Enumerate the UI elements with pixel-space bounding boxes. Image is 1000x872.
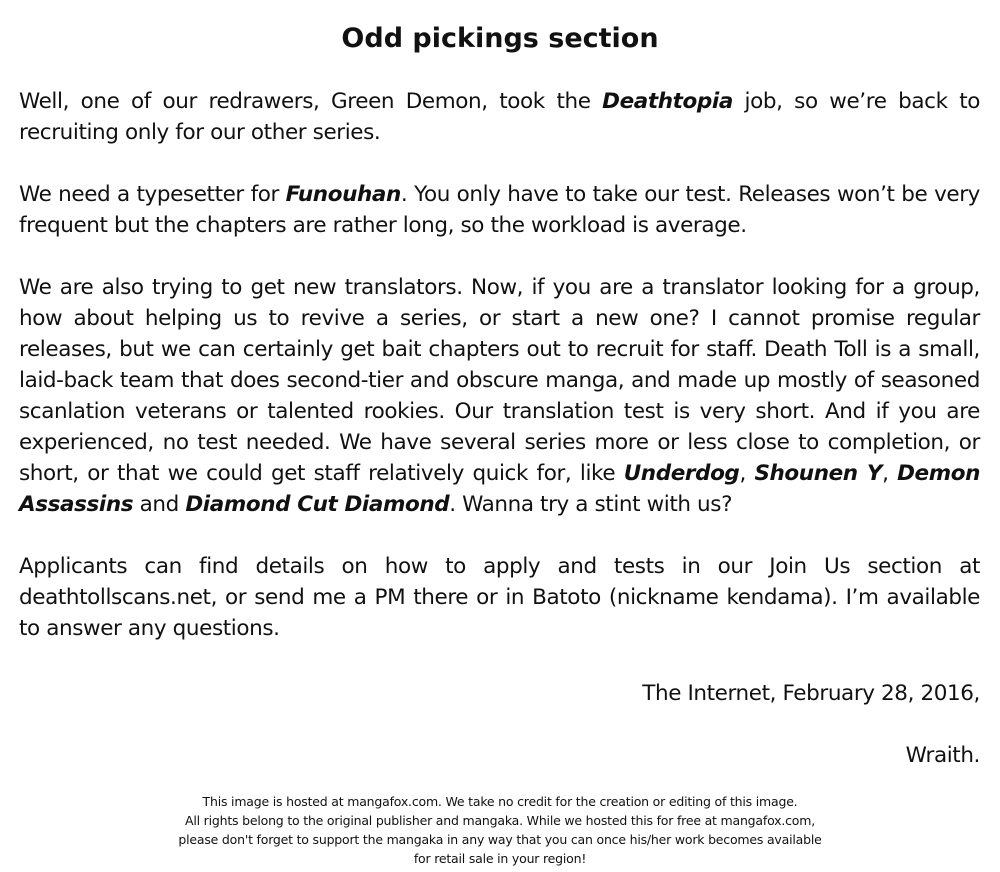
paragraph-2 xyxy=(19,179,980,241)
text-run: and xyxy=(133,492,186,517)
text-run: We are also trying to get new translators. Now, if you are a translator looking for a group, how about helping us to revive a series, or start a new one? I cannot promise regular releases, but we can certainly get bait chapters out to recruit for staff. Death Toll is a small, laid-back team that does second-tier and obscure manga, and made up mostly of seasoned scanlation veterans or talented rookies. Our translation test is very short. And if you are experienced, no test needed. We have several series more or less close to completion, or short, or that we could get staff relatively quick for, like xyxy=(19,275,980,486)
series-title-diamond-cut-diamond: Diamond Cut Diamond xyxy=(185,492,450,517)
hosting-notice-line: please don't forget to support the mangaka in any way that you can once his/her work becomes available xyxy=(178,832,822,847)
body-text xyxy=(19,86,980,675)
place-date: The Internet, February 28, 2016, xyxy=(642,681,980,706)
hosting-notice-line: All rights belong to the original publisher and mangaka. While we hosted this for free at mangafox.com, xyxy=(185,813,815,828)
series-title-underdog: Underdog xyxy=(623,461,740,486)
text-run: Applicants can find details on how to apply and tests in our Join Us section at deathtollscans.net, or send me a PM there or in Batoto (nickname kendama). I’m available to answer any questions. xyxy=(19,554,980,641)
text-run: Well, one of our redrawers, Green Demon, took the xyxy=(19,89,603,114)
hosting-notice-line: This image is hosted at mangafox.com. We take no credit for the creation or editing of this image. xyxy=(202,794,798,809)
series-title-funouhan: Funouhan xyxy=(285,182,401,207)
text-run: , xyxy=(739,461,755,486)
page-title: Odd pickings section xyxy=(341,23,659,54)
text-run: . Wanna try a stint with us? xyxy=(449,492,733,517)
text-run: . You only have to take our test. Releases won’t be very frequent but the chapters are rather long, so the workload is average. xyxy=(19,182,981,238)
text-run: , xyxy=(882,461,898,486)
paragraph-3 xyxy=(19,272,980,520)
hosting-notice-line: for retail sale in your region! xyxy=(413,851,587,866)
series-title-deathtopia: Deathtopia xyxy=(602,89,733,114)
paragraph-1 xyxy=(19,86,980,148)
paragraph-4 xyxy=(19,551,980,644)
series-title-shounen-y: Shounen Y xyxy=(754,461,883,486)
hosting-notice xyxy=(0,792,1000,868)
signature: Wraith. xyxy=(905,743,980,768)
text-run: job, so we’re back to recruiting only for our other series. xyxy=(19,89,980,145)
series-title-demon-assassins: Demon Assassins xyxy=(19,461,980,517)
text-run: We need a typesetter for xyxy=(19,182,286,207)
